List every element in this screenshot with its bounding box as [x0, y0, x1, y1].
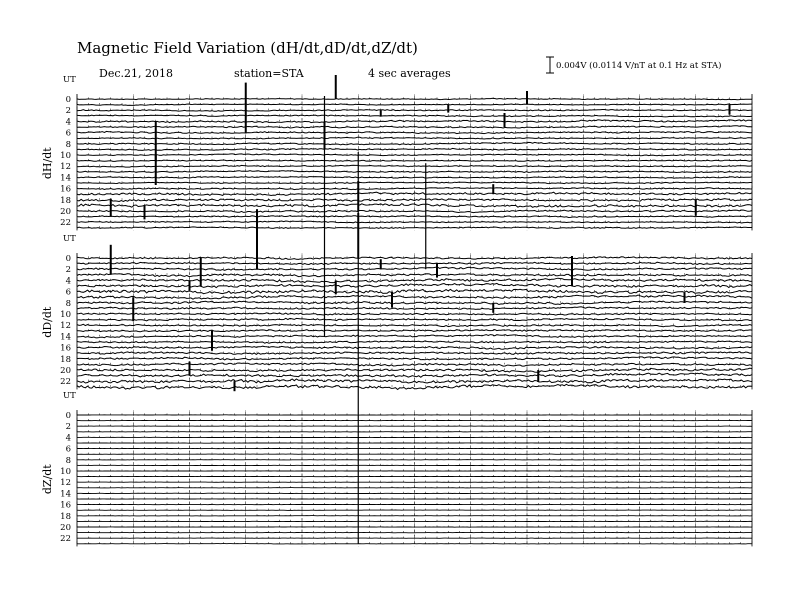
hour-label-dH: 4 — [65, 117, 71, 128]
hour-label-dH: 8 — [65, 139, 71, 150]
panel-dD — [41, 209, 752, 391]
hour-label-dD: 2 — [65, 265, 71, 276]
panel-dH — [41, 75, 752, 230]
hour-label-dZ: 18 — [60, 511, 71, 522]
hour-label-dD: 22 — [60, 377, 71, 388]
chart-date: Dec.21, 2018 — [99, 67, 173, 80]
hour-label-dD: 0 — [65, 254, 71, 264]
hour-label-dH: 22 — [60, 218, 71, 229]
hour-label-dD: 4 — [65, 276, 71, 287]
hour-label-dD: 12 — [60, 321, 71, 332]
hour-label-dZ: 22 — [60, 534, 71, 545]
hour-label-dD: 14 — [60, 332, 71, 343]
panel-dZ — [41, 391, 752, 546]
hour-label-dZ: 2 — [65, 422, 71, 433]
hour-label-dH: 10 — [60, 151, 71, 161]
station-label: station=STA — [234, 67, 304, 80]
ylabel-dD: dD/dt — [41, 306, 54, 338]
scale-bar-label: 0.004V (0.0114 V/nT at 0.1 Hz at STA) — [556, 61, 722, 71]
hour-label-dD: 6 — [65, 287, 71, 298]
ut-label-dD: UT — [63, 234, 76, 244]
hour-label-dH: 20 — [60, 207, 71, 217]
hour-label-dZ: 20 — [60, 523, 71, 533]
hour-label-dH: 16 — [60, 184, 71, 195]
hour-label-dD: 8 — [65, 298, 71, 309]
hour-label-dZ: 8 — [65, 455, 71, 466]
hour-label-dH: 0 — [65, 95, 71, 105]
hour-label-dH: 18 — [60, 195, 71, 206]
hour-label-dZ: 16 — [60, 500, 71, 511]
averaging-label: 4 sec averages — [368, 67, 451, 80]
hour-label-dD: 16 — [60, 343, 71, 354]
panels — [41, 75, 752, 546]
hour-label-dZ: 6 — [65, 444, 71, 455]
hour-label-dH: 12 — [60, 162, 71, 173]
hour-label-dH: 14 — [60, 173, 71, 184]
ylabel-dZ: dZ/dt — [41, 464, 54, 495]
hour-label-dD: 10 — [60, 310, 71, 320]
hour-label-dH: 6 — [65, 128, 71, 139]
hour-label-dD: 18 — [60, 354, 71, 365]
ylabel-dH: dH/dt — [41, 147, 54, 180]
hour-label-dZ: 14 — [60, 489, 71, 500]
hour-label-dZ: 4 — [65, 433, 71, 444]
scale-bar — [546, 57, 721, 73]
ut-label-dZ: UT — [63, 391, 76, 401]
hour-label-dZ: 12 — [60, 478, 71, 489]
chart-title: Magnetic Field Variation (dH/dt,dD/dt,dZ/dt) — [77, 39, 418, 57]
hour-label-dD: 20 — [60, 366, 71, 376]
hour-label-dH: 2 — [65, 106, 71, 117]
hour-label-dZ: 0 — [65, 411, 71, 421]
hour-label-dZ: 10 — [60, 467, 71, 477]
ut-label-dH: UT — [63, 75, 76, 85]
